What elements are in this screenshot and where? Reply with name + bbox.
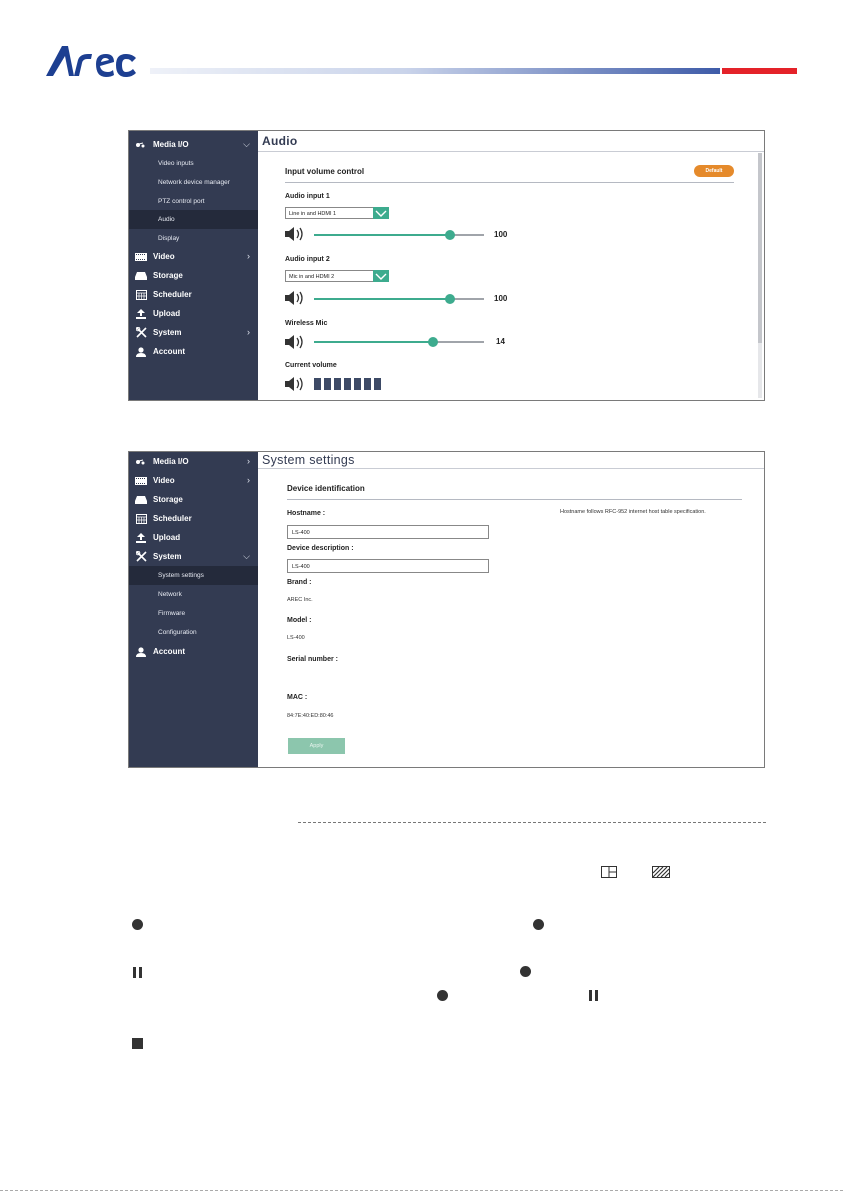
nav-network[interactable]: Network: [158, 591, 182, 598]
audio-input-2-volume: 100: [494, 294, 508, 303]
audio-input-1-slider[interactable]: [314, 234, 484, 236]
layout-icon: [601, 866, 617, 878]
media-io-icon: [135, 456, 147, 467]
slider-fill: [314, 234, 450, 236]
audio-input-2-value: Mic in and HDMI 2: [289, 274, 335, 280]
sidebar: [129, 131, 258, 400]
nav-system[interactable]: [129, 323, 258, 342]
chevron-right-icon: ›: [247, 251, 250, 261]
nav-scheduler-label: Scheduler: [153, 514, 192, 523]
volume-block: [314, 378, 321, 390]
volume-block: [344, 378, 351, 390]
header-accent: [722, 68, 797, 74]
user-icon: [135, 346, 147, 357]
calendar-icon: [135, 289, 147, 300]
volume-block: [364, 378, 371, 390]
wireless-mic-label: Wireless Mic: [285, 320, 328, 327]
calendar-icon: [135, 513, 147, 524]
nav-upload-label: Upload: [153, 309, 181, 318]
hostname-input[interactable]: LS-400: [287, 525, 489, 539]
nav-ptz-control-port[interactable]: PTZ control port: [158, 198, 205, 205]
nav-storage-label: Storage: [153, 271, 183, 280]
record-dot-icon: [437, 990, 448, 1001]
wireless-mic-slider[interactable]: [314, 341, 484, 343]
record-dot-icon: [520, 966, 531, 977]
page-bottom-rule: [0, 1190, 843, 1191]
nav-display[interactable]: Display: [158, 235, 180, 242]
page-title: Audio: [262, 134, 298, 148]
stop-icon: [132, 1038, 143, 1049]
chevron-right-icon: ›: [247, 456, 250, 466]
chevron-down-icon: [373, 270, 389, 282]
slider-knob[interactable]: [445, 230, 455, 240]
sidebar: [129, 452, 258, 767]
nav-scheduler[interactable]: [129, 285, 258, 304]
chevron-right-icon: ›: [247, 475, 250, 485]
audio-input-2-slider[interactable]: [314, 298, 484, 300]
page-title: System settings: [262, 453, 355, 467]
nav-upload[interactable]: [129, 528, 258, 547]
audio-input-2-select[interactable]: [285, 270, 389, 282]
mac-label: MAC :: [287, 694, 308, 701]
nav-video-label: Video: [153, 252, 175, 261]
slider-knob[interactable]: [428, 337, 438, 347]
brand-value: AREC Inc.: [287, 597, 313, 603]
audio-input-1-value: Line in and HDMI 1: [289, 211, 337, 217]
storage-icon: [135, 494, 147, 505]
nav-scheduler-label: Scheduler: [153, 290, 192, 299]
nav-system[interactable]: [129, 547, 258, 566]
speaker-icon: [285, 291, 305, 305]
user-icon: [135, 646, 147, 657]
hostname-label: Hostname :: [287, 510, 326, 517]
upload-icon: [135, 308, 147, 319]
nav-media-io-label: Media I/O: [153, 140, 189, 149]
tools-icon: [135, 551, 147, 562]
speaker-icon: [285, 335, 305, 349]
nav-video-label: Video: [153, 476, 175, 485]
nav-audio[interactable]: Audio: [129, 210, 258, 229]
device-description-input[interactable]: LS-400: [287, 559, 489, 573]
nav-video-inputs[interactable]: Video inputs: [158, 160, 194, 167]
scroll-thumb[interactable]: [758, 153, 762, 343]
nav-storage[interactable]: [129, 266, 258, 285]
header-rule: [150, 68, 720, 74]
nav-configuration[interactable]: Configuration: [158, 629, 197, 636]
nav-firmware[interactable]: Firmware: [158, 610, 186, 617]
default-button[interactable]: Default: [694, 165, 734, 177]
slider-fill: [314, 298, 450, 300]
wireless-mic-volume: 14: [496, 337, 505, 346]
pause-icon: [589, 990, 598, 1001]
media-io-icon: [135, 139, 147, 150]
volume-block: [324, 378, 331, 390]
chevron-down-icon: [373, 207, 389, 219]
nav-network-device-manager[interactable]: Network device manager: [158, 179, 230, 186]
nav-system-settings[interactable]: System settings: [129, 566, 258, 585]
nav-storage[interactable]: [129, 490, 258, 509]
film-icon: [135, 251, 147, 262]
chevron-down-icon: ⌵: [243, 139, 250, 149]
audio-content: [258, 131, 764, 400]
audio-settings-screenshot: [128, 130, 765, 401]
nav-upload-label: Upload: [153, 533, 181, 542]
section-divider: [285, 182, 734, 183]
section-title: Device identification: [287, 484, 365, 493]
volume-block: [334, 378, 341, 390]
mac-value: 84:7E:40:ED:80:46: [287, 713, 334, 719]
device-description-label: Device description :: [287, 545, 354, 552]
volume-block: [374, 378, 381, 390]
nav-video[interactable]: [129, 247, 258, 266]
record-dot-icon: [132, 919, 143, 930]
upload-icon: [135, 532, 147, 543]
section-title: Input volume control: [285, 167, 365, 176]
serial-number-label: Serial number :: [287, 656, 338, 663]
apply-button[interactable]: Apply: [288, 738, 345, 754]
nav-scheduler[interactable]: [129, 509, 258, 528]
nav-video[interactable]: [129, 471, 258, 490]
title-divider: [258, 151, 764, 152]
audio-input-2-label: Audio input 2: [285, 256, 330, 263]
section-divider: [287, 499, 742, 500]
film-icon: [135, 475, 147, 486]
nav-storage-label: Storage: [153, 495, 183, 504]
audio-input-1-select[interactable]: [285, 207, 389, 219]
title-divider: [258, 468, 764, 469]
system-content: [258, 452, 764, 767]
nav-upload[interactable]: [129, 304, 258, 323]
nav-media-io[interactable]: [129, 135, 258, 154]
nav-account[interactable]: [129, 342, 258, 361]
tools-icon: [135, 327, 147, 338]
nav-account-label: Account: [153, 347, 185, 356]
slider-fill: [314, 341, 433, 343]
nav-account[interactable]: [129, 642, 258, 661]
brand-label: Brand :: [287, 579, 312, 586]
model-label: Model :: [287, 617, 312, 624]
pause-icon: [133, 967, 142, 978]
system-settings-screenshot: [128, 451, 765, 768]
audio-input-1-volume: 100: [494, 230, 508, 239]
hatch-icon: [652, 866, 670, 878]
chevron-down-icon: ⌵: [243, 551, 250, 561]
audio-input-1-label: Audio input 1: [285, 193, 330, 200]
volume-block: [354, 378, 361, 390]
hostname-note: Hostname follows RFC-952 internet host table specification.: [560, 509, 706, 515]
nav-media-io[interactable]: [129, 452, 258, 471]
speaker-icon: [285, 377, 305, 391]
model-value: LS-400: [287, 635, 305, 641]
chevron-right-icon: ›: [247, 327, 250, 337]
arec-logo: [44, 42, 144, 80]
current-volume-label: Current volume: [285, 362, 337, 369]
nav-account-label: Account: [153, 647, 185, 656]
storage-icon: [135, 270, 147, 281]
nav-media-io-label: Media I/O: [153, 457, 189, 466]
scrollbar[interactable]: [758, 153, 762, 398]
slider-knob[interactable]: [445, 294, 455, 304]
nav-system-label: System: [153, 328, 182, 337]
dotted-divider: [298, 822, 766, 823]
nav-system-label: System: [153, 552, 182, 561]
record-dot-icon: [533, 919, 544, 930]
speaker-icon: [285, 227, 305, 241]
current-volume-meter: [314, 378, 381, 390]
